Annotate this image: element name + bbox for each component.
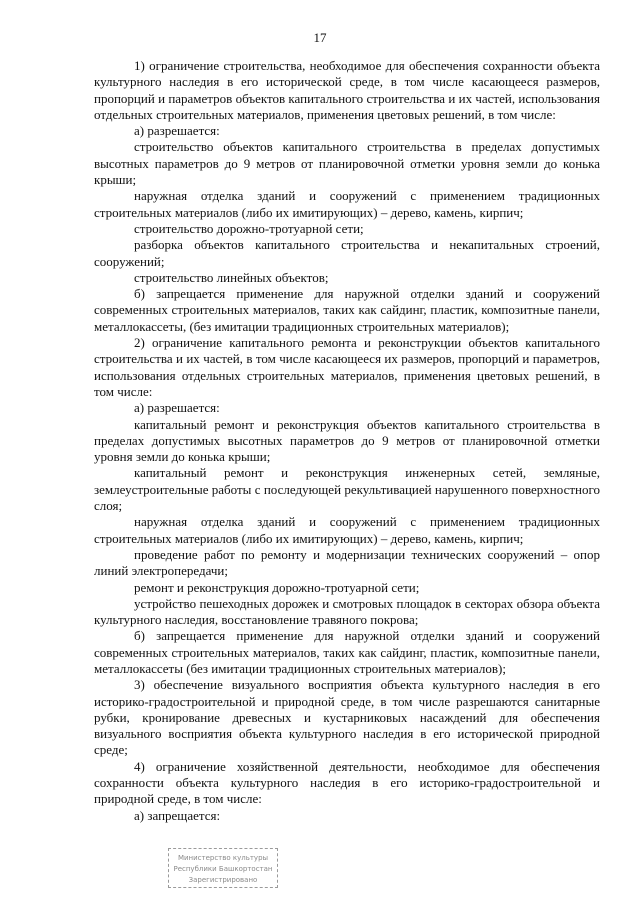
paragraph: разборка объектов капитального строительства и некапитальных строений, сооружений; xyxy=(94,237,600,269)
paragraph: 3) обеспечение визуального восприятия объекта культурного наследия в его историко-градостроительной и природной среде, в том числе разрешаются санитарные рубки, кронирование древесных и кустарниковых насаждений для обеспечения визуального восприятия объекта культурного наследия в его исторической природной среде; xyxy=(94,677,600,758)
page-number: 17 xyxy=(313,30,327,45)
paragraph: проведение работ по ремонту и модернизации технических сооружений – опор линий электропередачи; xyxy=(94,546,600,579)
stamp-line: Республики Башкортостан xyxy=(173,865,273,873)
stamp-line: Министерство культуры xyxy=(177,854,269,862)
paragraph: наружная отделка зданий и сооружений с применением традиционных строительных материалов (либо их имитирующих) – дерево, камень, кирпич; xyxy=(94,188,600,220)
paragraph: а) разрешается: xyxy=(134,123,220,139)
paragraph: строительство дорожно-тротуарной сети; xyxy=(134,220,364,236)
paragraph: капитальный ремонт и реконструкция инженерных сетей, земляные, землеустроительные работы с последующей рекультивацией нарушенного поверхностного слоя; xyxy=(94,465,600,514)
paragraph: б) запрещается применение для наружной отделки зданий и сооружений современных строительных материалов, таких как сайдинг, пластик, композитные панели, металлокассеты (без имитации традиционных строительных материалов); xyxy=(94,628,600,676)
paragraph: а) разрешается: xyxy=(134,400,220,416)
paragraph: строительство объектов капитального строительства в пределах допустимых высотных параметров до 9 метров от планировочной отметки уровня земли до конька крыши; xyxy=(94,139,600,188)
paragraph: устройство пешеходных дорожек и смотровых площадок в секторах обзора объекта культурного наследия, восстановление травяного покрова; xyxy=(94,595,600,628)
paragraph: б) запрещается применение для наружной отделки зданий и сооружений современных строительных материалов, таких как сайдинг, пластик, композитные панели, металлокассеты, (без имитации традиционных строительных материалов); xyxy=(94,286,600,334)
paragraph: строительство линейных объектов; xyxy=(134,269,329,285)
paragraph: а) запрещается: xyxy=(134,807,221,823)
document-body xyxy=(94,58,600,824)
paragraph: 2) ограничение капитального ремонта и реконструкции объектов капитального строительства и их частей, в том числе касающееся их размеров, пропорций и параметров, использования отдельных строительных материалов, применения цветовых решений, в том числе: xyxy=(94,335,600,399)
paragraph: 4) ограничение хозяйственной деятельности, необходимое для обеспечения сохранности объекта культурного наследия в его историко-градостроительной и природной среде, в том числе: xyxy=(94,758,600,807)
paragraph: ремонт и реконструкция дорожно-тротуарной сети; xyxy=(134,579,420,595)
stamp-line: Зарегистрировано xyxy=(188,876,258,884)
registration-stamp xyxy=(168,848,278,888)
paragraph: 1) ограничение строительства, необходимое для обеспечения сохранности объекта культурного наследия в его исторической среде, в том числе касающееся размеров, пропорций и параметров объектов капитального строительства и их частей, использования отдельных строительных материалов, применения цветовых решений, в том числе: xyxy=(94,58,600,122)
paragraph: наружная отделка зданий и сооружений с применением традиционных строительных материалов (либо их имитирующих) – дерево, камень, кирпич; xyxy=(94,514,600,546)
paragraph: капитальный ремонт и реконструкция объектов капитального строительства в пределах допустимых высотных параметров до 9 метров от планировочной отметки уровня земли до конька крыши; xyxy=(94,416,600,465)
